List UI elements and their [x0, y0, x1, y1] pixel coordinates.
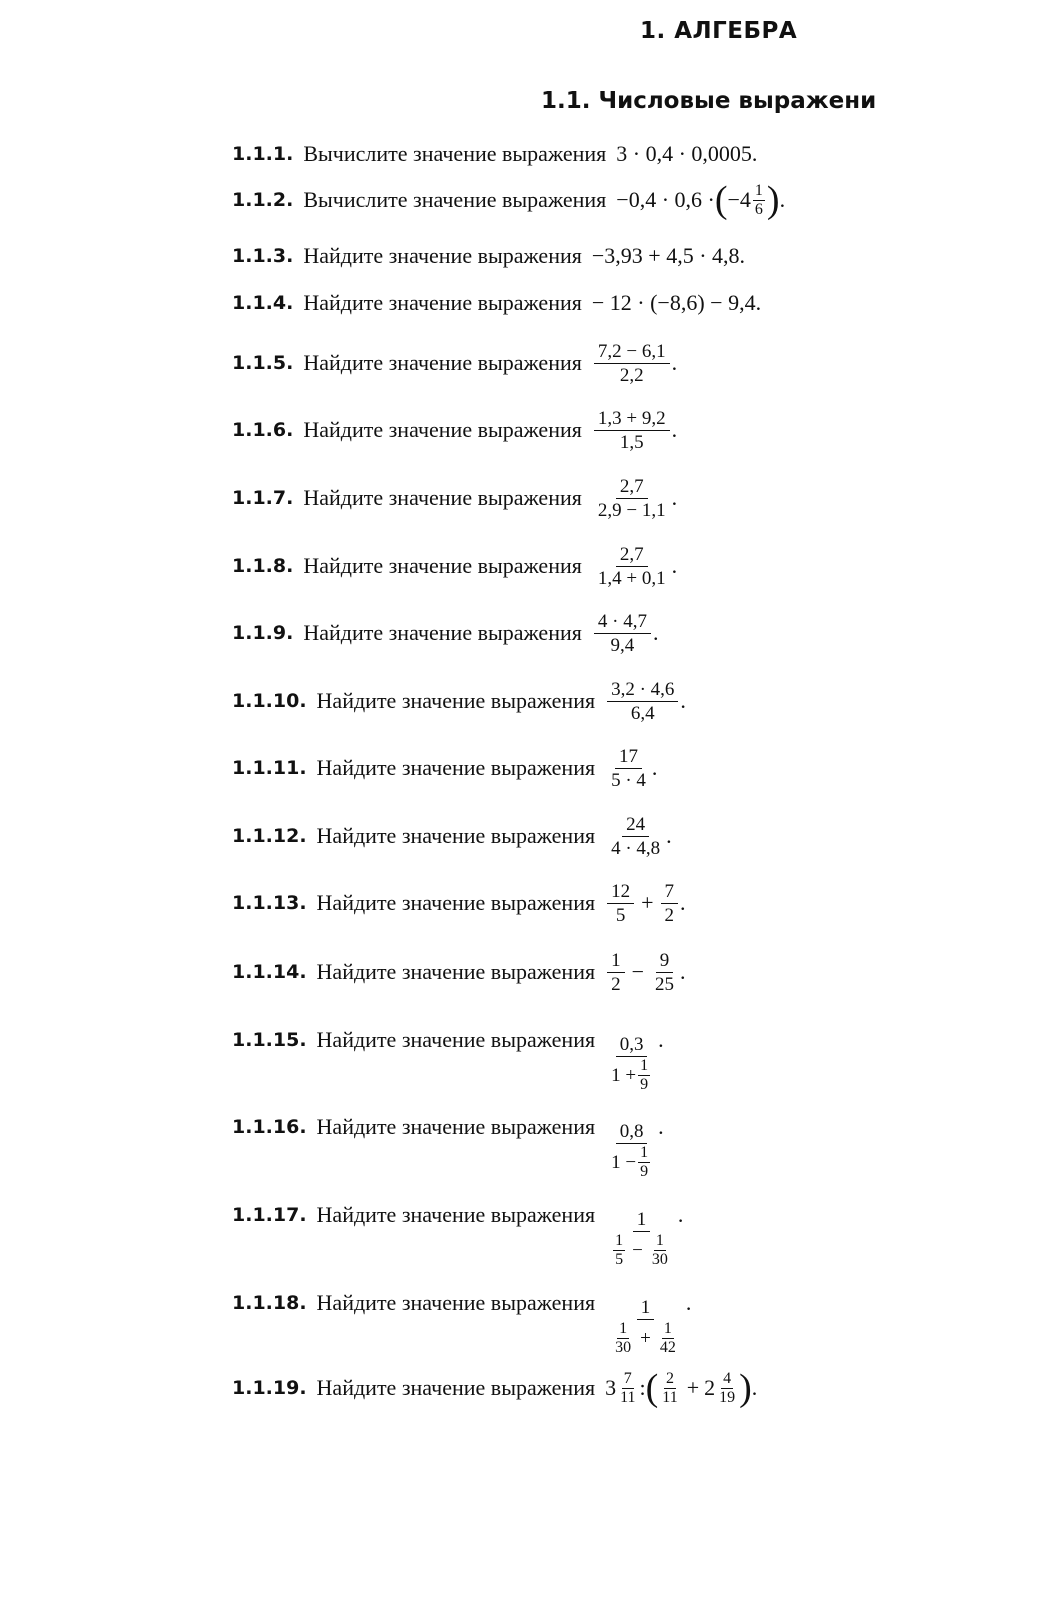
numerator: 17 — [615, 745, 642, 769]
problem-number: 1.1.4. — [232, 292, 294, 314]
problem-1-1-4 — [232, 283, 761, 323]
period: . — [671, 417, 678, 442]
denominator-prefix: 1 + — [611, 1064, 637, 1086]
problem-number: 1.1.16. — [232, 1116, 307, 1138]
problem-text: Найдите значение выражения — [303, 620, 582, 645]
fraction — [607, 745, 650, 792]
numerator: 1 — [637, 1296, 655, 1320]
division-colon: : — [639, 1375, 646, 1400]
period: . — [658, 1114, 664, 1139]
problem-1-1-16 — [232, 1107, 664, 1180]
problem-text: Найдите значение выражения — [316, 755, 596, 780]
numerator: 1 — [663, 1319, 672, 1337]
left-paren: ( — [645, 1367, 659, 1409]
denominator: 6,4 — [630, 702, 655, 724]
problem-expression — [605, 880, 685, 927]
fraction — [618, 1370, 637, 1407]
problem-number: 1.1.15. — [232, 1029, 307, 1051]
problem-number: 1.1.8. — [232, 555, 294, 577]
problem-1-1-8 — [232, 543, 678, 589]
denominator: 30 — [615, 1338, 632, 1356]
numerator: 1 — [640, 1143, 649, 1161]
problem-expression — [605, 1369, 757, 1407]
operator: − — [631, 959, 645, 984]
numerator: 2,7 — [616, 543, 648, 567]
problem-number: 1.1.12. — [232, 825, 307, 847]
fraction — [607, 880, 634, 927]
period: . — [671, 553, 678, 578]
problem-text: Найдите значение выражения — [316, 1375, 596, 1400]
period: . — [671, 485, 678, 510]
mixed-whole: 3 — [605, 1375, 617, 1400]
fraction — [717, 1370, 737, 1407]
problem-1-1-11 — [232, 745, 658, 791]
problem-expression — [605, 813, 672, 860]
denominator: 6 — [754, 200, 763, 218]
problem-number: 1.1.7. — [232, 487, 294, 509]
denominator: 2,9 − 1,1 — [597, 499, 666, 521]
denominator: 1,5 — [619, 431, 644, 453]
expression-prefix: −0,4 · 0,6 · — [616, 187, 715, 212]
numerator: 7 — [623, 1369, 632, 1387]
problem-text: Найдите значение выражения — [303, 290, 582, 315]
numerator: 24 — [622, 813, 649, 837]
problem-text: Найдите значение выражения — [303, 485, 582, 510]
denominator: 2,2 — [619, 364, 644, 386]
fraction — [658, 1320, 678, 1357]
denominator: 9,4 — [610, 634, 635, 656]
fraction — [607, 678, 678, 725]
problem-number: 1.1.19. — [232, 1377, 307, 1399]
problem-number: 1.1.14. — [232, 961, 307, 983]
problem-number: 1.1.11. — [232, 757, 307, 779]
problem-text: Найдите значение выражения — [303, 243, 582, 268]
problem-number: 1.1.13. — [232, 892, 307, 914]
fraction — [594, 340, 670, 387]
problem-text: Найдите значение выражения — [316, 688, 596, 713]
period: . — [779, 187, 786, 212]
numerator: 0,3 — [616, 1033, 648, 1057]
period: . — [677, 1202, 684, 1227]
problem-expression — [592, 610, 659, 657]
numerator: 1,3 + 9,2 — [594, 407, 670, 431]
numerator: 1 — [607, 949, 625, 973]
problem-text: Найдите значение выражения — [303, 553, 582, 578]
problem-text: Найдите значение выражения — [303, 350, 582, 375]
left-paren: ( — [714, 179, 728, 221]
problem-expression — [592, 543, 677, 590]
numerator: 7 — [661, 880, 679, 904]
period: . — [666, 823, 672, 848]
denominator: 2 — [611, 973, 621, 995]
problem-1-1-10 — [232, 678, 686, 724]
period: . — [671, 350, 678, 375]
denominator: 11 — [662, 1388, 678, 1406]
denominator: 1,4 + 0,1 — [597, 567, 666, 589]
fraction — [660, 1370, 679, 1407]
section-title: 1.1. Числовые выражени — [541, 88, 877, 114]
numerator: 2,7 — [616, 475, 648, 499]
problem-number: 1.1.3. — [232, 245, 294, 267]
problem-1-1-18 — [232, 1283, 692, 1356]
period: . — [751, 1375, 758, 1400]
period: . — [652, 620, 659, 645]
problem-text: Найдите значение выражения — [316, 1202, 596, 1227]
numerator: 9 — [656, 949, 674, 973]
numerator: 12 — [607, 880, 634, 904]
numerator: 1 — [754, 181, 763, 199]
fraction — [594, 610, 651, 657]
problem-expression: −3,93 + 4,5 · 4,8. — [591, 243, 746, 268]
period: . — [680, 890, 686, 915]
fraction — [594, 543, 670, 590]
problem-1-1-17 — [232, 1195, 684, 1268]
denominator — [607, 1320, 684, 1357]
fraction — [607, 813, 664, 860]
period: . — [685, 1290, 692, 1315]
mixed-whole: −4 — [727, 187, 751, 212]
chapter-title: 1. АЛГЕБРА — [640, 18, 798, 44]
period: . — [680, 688, 686, 713]
problem-expression: − 12 · (−8,6) − 9,4. — [591, 290, 762, 315]
numerator: 7,2 − 6,1 — [594, 340, 670, 364]
denominator: 9 — [640, 1162, 649, 1180]
numerator: 1 — [619, 1319, 628, 1337]
numerator: 1 — [615, 1231, 624, 1249]
numerator: 0,8 — [616, 1120, 648, 1144]
fraction — [613, 1320, 633, 1357]
numerator: 4 · 4,7 — [594, 610, 651, 634]
operator: + — [686, 1375, 700, 1400]
problem-text: Найдите значение выражения — [303, 417, 582, 442]
problem-text: Найдите значение выражения — [316, 1114, 596, 1139]
numerator: 3,2 · 4,6 — [607, 678, 678, 702]
fraction — [594, 407, 670, 454]
problem-1-1-9 — [232, 610, 659, 656]
right-paren: ) — [739, 1367, 752, 1409]
problem-number: 1.1.1. — [232, 143, 294, 165]
problem-expression — [592, 340, 677, 387]
problem-text: Найдите значение выражения — [316, 890, 596, 915]
problem-1-1-7 — [232, 475, 678, 521]
denominator: 42 — [659, 1338, 676, 1356]
problem-text: Найдите значение выражения — [316, 1027, 596, 1052]
fraction — [753, 182, 765, 219]
problem-expression — [592, 475, 677, 522]
right-paren: ) — [766, 179, 780, 221]
denominator: 25 — [655, 973, 675, 995]
complex-fraction — [607, 1296, 684, 1357]
numerator: 2 — [665, 1369, 674, 1387]
problem-1-1-6 — [232, 407, 678, 453]
problem-number: 1.1.18. — [232, 1292, 307, 1314]
problem-1-1-13 — [232, 880, 686, 926]
problem-number: 1.1.5. — [232, 352, 294, 374]
operator: + — [641, 890, 654, 915]
denominator: 11 — [620, 1388, 636, 1406]
problem-1-1-5 — [232, 340, 678, 386]
denominator: 30 — [651, 1250, 668, 1268]
problem-expression — [605, 678, 686, 725]
denominator: 9 — [640, 1075, 649, 1093]
period: . — [680, 959, 686, 984]
denominator: 5 — [615, 1250, 624, 1268]
problem-number: 1.1.2. — [232, 189, 294, 211]
problem-number: 1.1.9. — [232, 622, 294, 644]
numerator: 1 — [640, 1056, 649, 1074]
problem-text: Найдите значение выражения — [316, 959, 596, 984]
denominator: 2 — [664, 904, 675, 926]
problem-text: Найдите значение выражения — [316, 823, 596, 848]
denominator: 5 — [615, 904, 626, 926]
problem-1-1-19 — [232, 1368, 757, 1408]
problem-1-1-12 — [232, 813, 672, 859]
problem-text: Вычислите значение выражения — [303, 187, 607, 212]
operator: − — [632, 1239, 643, 1261]
operator: + — [640, 1327, 651, 1349]
mixed-whole: 2 — [704, 1375, 716, 1400]
problem-number: 1.1.10. — [232, 690, 307, 712]
problem-number: 1.1.17. — [232, 1204, 307, 1226]
problem-expression: 3 · 0,4 · 0,0005. — [616, 141, 758, 166]
problem-1-1-2 — [232, 180, 785, 220]
problem-text: Найдите значение выражения — [316, 1290, 596, 1315]
problem-expression — [605, 745, 657, 792]
numerator: 4 — [723, 1369, 732, 1387]
denominator: 5 · 4 — [611, 769, 646, 791]
denominator: 4 · 4,8 — [611, 837, 661, 859]
fraction — [661, 880, 679, 927]
denominator: 19 — [719, 1388, 736, 1406]
denominator-prefix: 1 − — [611, 1151, 637, 1173]
problem-expression — [592, 407, 677, 454]
problem-1-1-15 — [232, 1020, 664, 1093]
numerator: 1 — [655, 1231, 664, 1249]
period: . — [658, 1027, 664, 1052]
problem-number: 1.1.6. — [232, 419, 294, 441]
period: . — [651, 755, 658, 780]
fraction — [594, 475, 670, 522]
problem-text: Вычислите значение выражения — [303, 141, 607, 166]
problem-expression — [616, 181, 785, 219]
problem-1-1-3 — [232, 236, 745, 276]
problem-expression — [605, 1250, 691, 1357]
problem-1-1-1 — [232, 134, 757, 174]
numerator: 1 — [633, 1208, 651, 1232]
